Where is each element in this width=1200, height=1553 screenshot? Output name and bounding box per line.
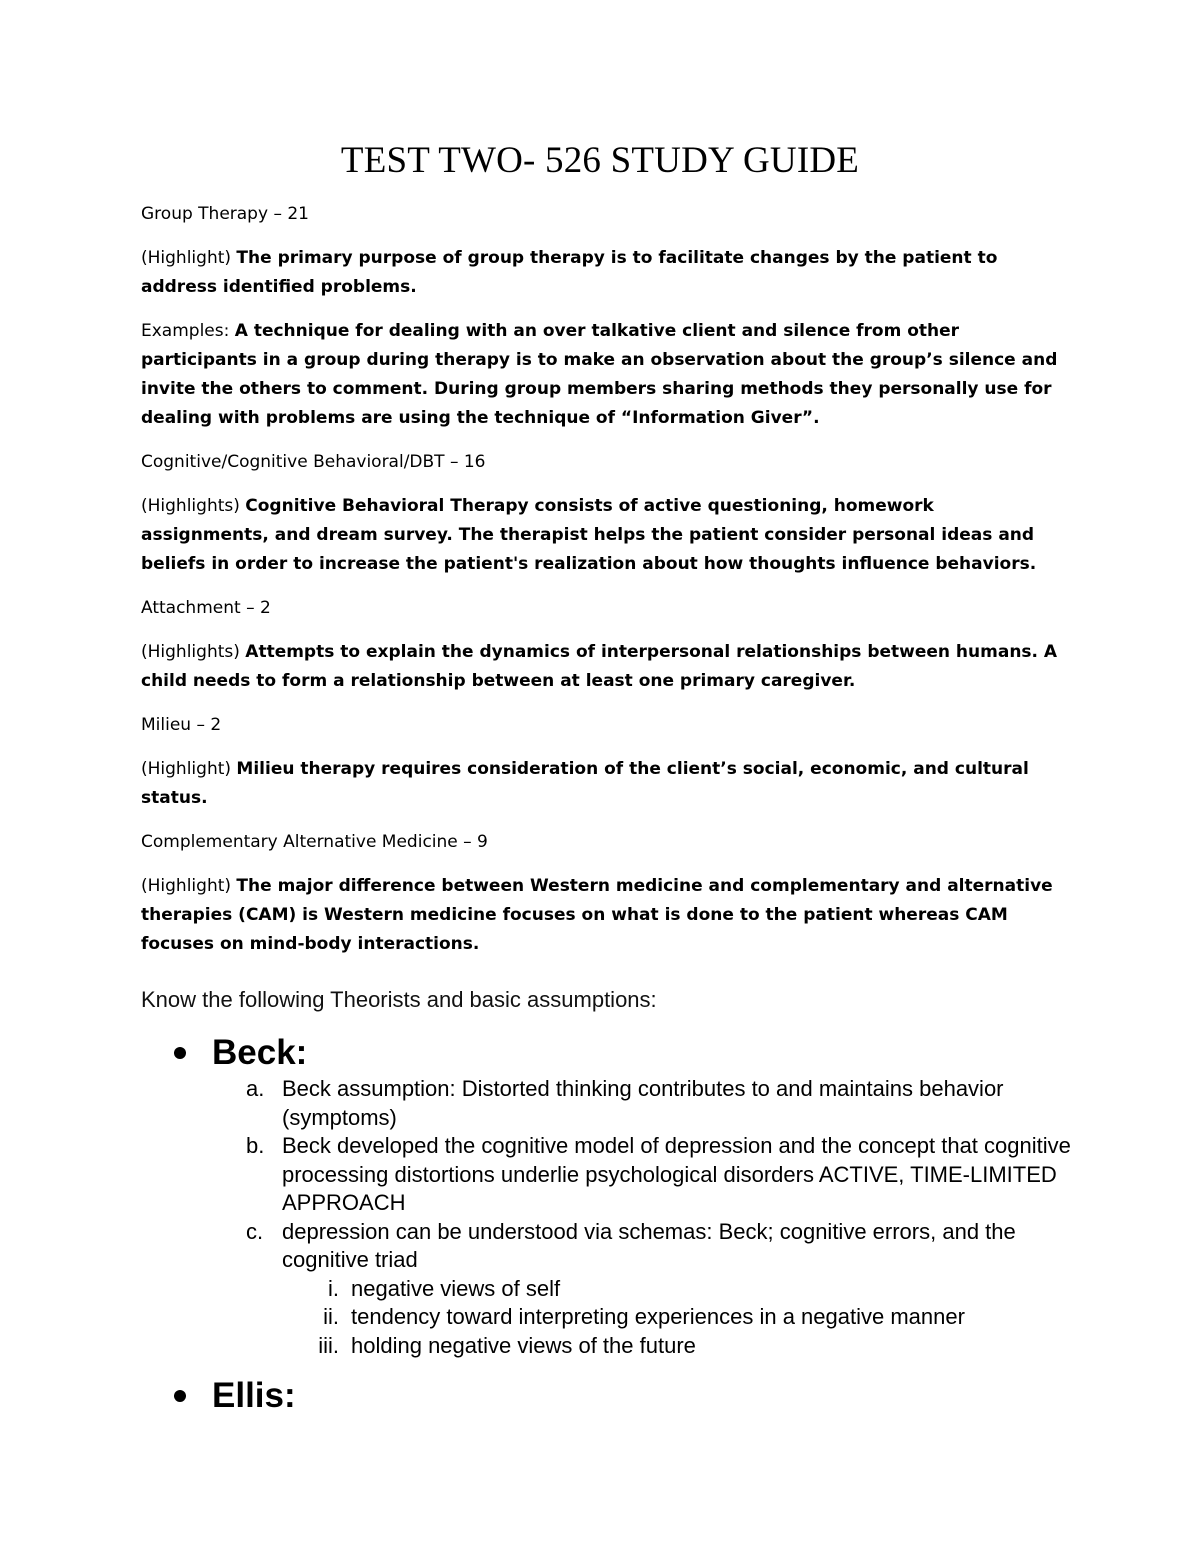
sub-list-item	[281, 1303, 1081, 1332]
paragraph-prefix: (Highlight)	[141, 759, 237, 779]
paragraph-text: The major difference between Western medicine and complementary and alternative therapies (CAM) is Western medicine focuses on what is done to the patient whereas CAM focuses on mind-body interactions.	[141, 876, 1053, 954]
document-title: TEST TWO- 526 STUDY GUIDE	[340, 140, 860, 181]
list-item-text: Beck developed the cognitive model of depression and the concept that cognitive processing distortions underlie psychological disorders ACTIVE, TIME-LIMITED APPROACH	[282, 1133, 1071, 1215]
theorist-name: Ellis:	[212, 1376, 296, 1415]
list-marker: i.	[328, 1275, 339, 1301]
list-item	[141, 1218, 1081, 1361]
paragraph-prefix: Examples:	[141, 321, 235, 341]
theorists-intro: Know the following Theorists and basic assumptions:	[141, 987, 657, 1012]
section-heading-milieu: Milieu – 2	[141, 715, 222, 735]
study-guide-sections	[141, 200, 1061, 974]
section-heading-group-therapy: Group Therapy – 21	[141, 204, 309, 224]
theorist-ellis	[141, 1374, 1081, 1418]
list-item-text: depression can be understood via schemas: Beck; cognitive errors, and the cognitive triad	[282, 1218, 1016, 1272]
section-heading-cam: Complementary Alternative Medicine – 9	[141, 832, 488, 852]
section-paragraph	[141, 244, 1061, 302]
theorist-name: Beck:	[212, 1033, 308, 1072]
paragraph-text: The primary purpose of group therapy is to facilitate changes by the patient to address identified problems.	[141, 248, 998, 297]
list-marker: b.	[246, 1133, 265, 1158]
section-paragraph	[141, 872, 1061, 959]
bullet-icon	[174, 1390, 186, 1402]
theorist-beck	[141, 1031, 1081, 1360]
list-item-text: negative views of self	[351, 1275, 561, 1301]
list-item-text: Beck assumption: Distorted thinking contributes to and maintains behavior (symptoms)	[282, 1076, 1004, 1130]
list-marker: c.	[246, 1218, 264, 1244]
paragraph-text: A technique for dealing with an over talkative client and silence from other participants in a group during therapy is to make an observation about the group’s silence and invite the others to comment. During group members sharing methods they personally use for dealing with problems are using the technique of “Information Giver”.	[141, 321, 1058, 428]
assumption-list	[141, 1075, 1081, 1360]
paragraph-prefix: (Highlight)	[141, 248, 237, 268]
paragraph-text: Cognitive Behavioral Therapy consists of active questioning, homework assignments, and dream survey. The therapist helps the patient consider personal ideas and beliefs in order to increase the patient's realization about how thoughts influence behaviors.	[141, 496, 1037, 574]
list-marker: a.	[246, 1076, 265, 1101]
section-paragraph	[141, 317, 1061, 433]
paragraph-prefix: (Highlights)	[141, 496, 246, 516]
list-item	[141, 1132, 1081, 1218]
section-paragraph	[141, 755, 1061, 813]
list-marker: ii.	[323, 1304, 339, 1329]
section-paragraph	[141, 638, 1061, 696]
theorists-section	[141, 983, 1081, 1418]
sub-list	[282, 1275, 1081, 1361]
sub-list-item	[281, 1275, 1081, 1304]
list-item	[141, 1075, 1081, 1132]
section-heading-attachment: Attachment – 2	[141, 598, 271, 618]
list-item-text: holding negative views of the future	[351, 1332, 696, 1358]
section-heading-cognitive: Cognitive/Cognitive Behavioral/DBT – 16	[141, 452, 486, 472]
list-marker: iii.	[318, 1332, 339, 1358]
section-paragraph	[141, 492, 1061, 579]
paragraph-text: Attempts to explain the dynamics of interpersonal relationships between humans. A child needs to form a relationship between at least one primary caregiver.	[141, 642, 1058, 691]
paragraph-prefix: (Highlights)	[141, 642, 246, 662]
sub-list-item	[281, 1332, 1081, 1361]
bullet-icon	[174, 1047, 186, 1059]
paragraph-text: Milieu therapy requires consideration of the client’s social, economic, and cultural status.	[141, 759, 1029, 808]
list-item-text: tendency toward interpreting experiences in a negative manner	[351, 1304, 965, 1329]
paragraph-prefix: (Highlight)	[141, 876, 237, 896]
